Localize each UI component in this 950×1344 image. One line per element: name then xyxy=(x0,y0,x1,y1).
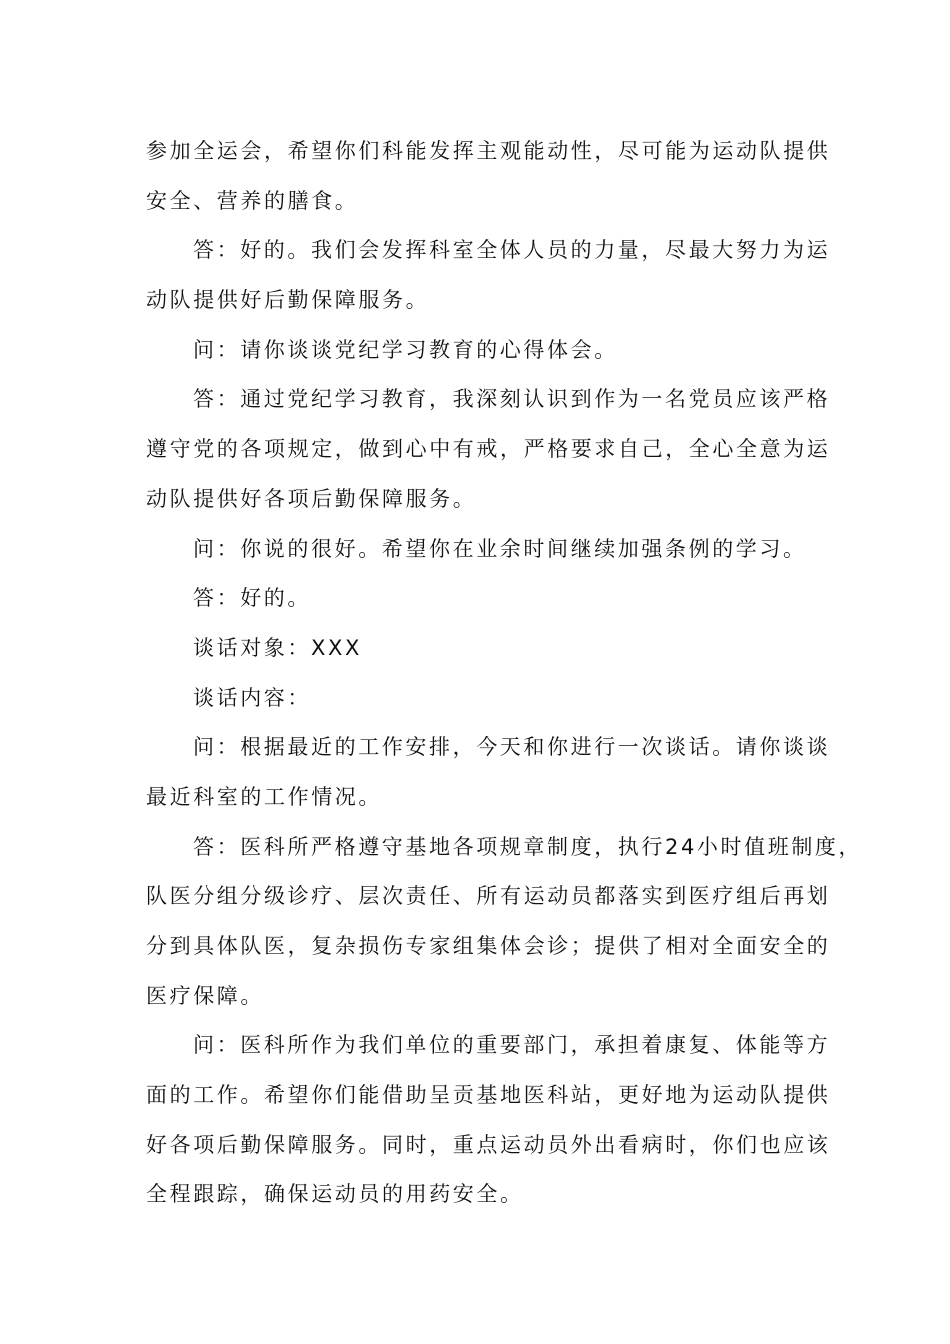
text-line: 问：根据最近的工作安排，今天和你进行一次谈话。请你谈谈 xyxy=(193,735,831,760)
text-line: 问：医科所作为我们单位的重要部门，承担着康复、体能等方 xyxy=(193,1033,831,1058)
document-body xyxy=(146,134,863,1227)
text-line: 安全、营养的膳食。 xyxy=(146,188,359,213)
text-line: 谈话对象：XXX xyxy=(193,635,362,660)
text-line: 谈话内容： xyxy=(193,685,311,710)
text-line: 遵守党的各项规定，做到心中有戒，严格要求自己，全心全意为运 xyxy=(146,437,831,462)
text-line: 动队提供好各项后勤保障服务。 xyxy=(146,486,477,511)
text-line: 参加全运会，希望你们科能发挥主观能动性，尽可能为运动队提供 xyxy=(146,139,831,163)
text-line: 全程跟踪，确保运动员的用药安全。 xyxy=(146,1182,524,1207)
text-line: 动队提供好后勤保障服务。 xyxy=(146,288,430,313)
text-line: 答：医科所严格遵守基地各项规章制度，执行24小时值班制度， xyxy=(193,834,863,859)
text-line: 问：你说的很好。希望你在业余时间继续加强条例的学习。 xyxy=(193,536,807,561)
text-line: 医疗保障。 xyxy=(146,983,264,1008)
text-line: 答：好的。 xyxy=(193,586,311,611)
text-line: 最近科室的工作情况。 xyxy=(146,784,382,809)
text-line: 答：好的。我们会发挥科室全体人员的力量，尽最大努力为运 xyxy=(193,238,831,263)
text-line: 面的工作。希望你们能借助呈贡基地医科站，更好地为运动队提供 xyxy=(146,1083,831,1108)
text-line: 好各项后勤保障服务。同时，重点运动员外出看病时，你们也应该 xyxy=(146,1132,831,1157)
text-line: 答：通过党纪学习教育，我深刻认识到作为一名党员应该严格 xyxy=(193,387,831,412)
text-line: 问：请你谈谈党纪学习教育的心得体会。 xyxy=(193,337,618,362)
text-line: 分到具体队医，复杂损伤专家组集体会诊；提供了相对全面安全的 xyxy=(146,934,831,958)
text-line: 队医分组分级诊疗、层次责任、所有运动员都落实到医疗组后再划 xyxy=(146,884,831,909)
